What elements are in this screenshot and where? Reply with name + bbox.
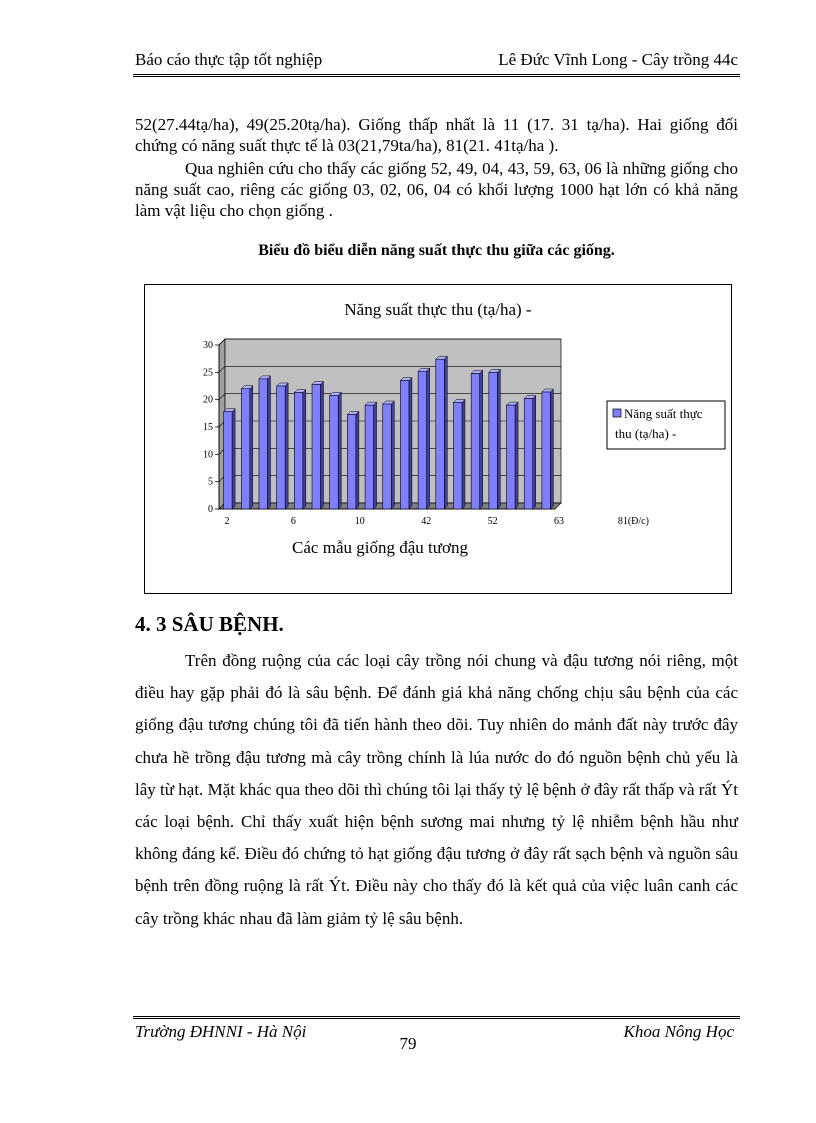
bar bbox=[400, 381, 408, 509]
bar bbox=[330, 395, 338, 509]
chart-frame bbox=[144, 284, 732, 594]
bar-side bbox=[497, 369, 500, 509]
plot-area bbox=[203, 339, 649, 527]
x-tick-label: 42 bbox=[421, 516, 432, 527]
chart-title: Năng suất thực thu (tạ/ha) - bbox=[344, 300, 532, 319]
bar-side bbox=[374, 402, 377, 509]
bar-side bbox=[427, 368, 430, 509]
y-tick-label: 25 bbox=[203, 367, 213, 379]
bar bbox=[453, 402, 461, 509]
bar-side bbox=[285, 383, 288, 509]
footer-rule bbox=[133, 1016, 740, 1019]
bar-side bbox=[232, 409, 235, 509]
bar bbox=[383, 404, 391, 509]
x-axis-label: Các mẫu giống đậu tương bbox=[292, 538, 468, 557]
bar-side bbox=[250, 386, 253, 509]
bar-side bbox=[550, 389, 553, 509]
bar-side bbox=[338, 392, 341, 509]
bar bbox=[436, 359, 444, 509]
bar bbox=[471, 373, 479, 509]
section-body: Trên đồng ruộng của các loại cây trồng nói chung và đậu tương nói riêng, một điều hay gặp phải đó là sâu bệnh. Để đánh giá khả năng chống chịu sâu bệnh của các giống đậu tương chúng tôi đã tiến hành theo dõi. Tuy nhiên do mảnh đất này trước đây chưa hề trồng đậu tương mà cây trồng chính là lúa nước do đó nguồn bệnh chủ yếu là lây từ hạt. Mặt khác qua theo dõi thì chúng tôi lại thấy tỷ lệ bệnh ở đây rất thấp và rất Ýt các loại bệnh. Chỉ thấy xuất hiện bệnh sương mai nhưng tỷ lệ nhiễm bệnh hầu như không đáng kể. Điều đó chứng tỏ hạt giống đậu tương ở đây rất sạch bệnh và nguồn sâu bệnh trên đồng ruộng là rất Ýt. Điều này cho thấy đó là kết quả của việc luân canh các cây trồng khác nhau đã làm giảm tỷ lệ sâu bệnh. bbox=[135, 651, 738, 928]
page-number: 79 bbox=[399, 1034, 417, 1053]
y-tick-label: 20 bbox=[203, 394, 213, 406]
x-tick-label: 63 bbox=[554, 516, 564, 527]
x-tick-label: 2 bbox=[224, 516, 230, 527]
bar-chart bbox=[145, 285, 731, 593]
x-tick-label: 6 bbox=[290, 516, 296, 527]
bar-side bbox=[321, 381, 324, 509]
bar bbox=[312, 384, 320, 509]
header-right: Lê Đức Vĩnh Long - Cây trồng 44c bbox=[498, 50, 738, 69]
bar bbox=[489, 372, 497, 509]
bar-side bbox=[303, 390, 306, 509]
legend bbox=[607, 401, 725, 449]
header-left: Báo cáo thực tập tốt nghiệp bbox=[135, 50, 323, 69]
legend-swatch bbox=[613, 409, 621, 417]
y-tick-label: 0 bbox=[208, 504, 213, 515]
bar bbox=[259, 379, 267, 509]
y-tick-label: 10 bbox=[203, 449, 213, 461]
bar bbox=[294, 393, 302, 509]
footer-right: Khoa Nông Học bbox=[623, 1022, 734, 1041]
intro-paragraph-1: 52(27.44tạ/ha), 49(25.20tạ/ha). Giống thấp nhất là 11 (17. 31 tạ/ha). Hai giống đối chứng có năng suất thực tế là 03(21,79ta/ha), 81(21. 41tạ/ha ). bbox=[135, 115, 738, 155]
x-tick-label: 52 bbox=[487, 516, 498, 527]
bar bbox=[224, 412, 232, 509]
bar-side bbox=[444, 356, 447, 509]
y-tick-label: 30 bbox=[203, 340, 213, 351]
legend-label-line-1: Năng suất thực bbox=[624, 406, 703, 421]
y-tick-label: 15 bbox=[203, 422, 213, 433]
bar-side bbox=[515, 402, 518, 509]
bar bbox=[542, 392, 550, 509]
bar bbox=[277, 386, 285, 509]
bar bbox=[418, 371, 426, 509]
bar bbox=[241, 389, 249, 509]
header-rule bbox=[133, 74, 740, 77]
bar-side bbox=[356, 411, 359, 509]
bar bbox=[507, 405, 515, 509]
bar-side bbox=[480, 370, 483, 509]
intro-paragraph-2: Qua nghiên cứu cho thấy các giống 52, 49, 04, 43, 59, 63, 06 là những giống cho năng suất cao, riêng các giống 03, 02, 06, 04 có khối lượng 1000 hạt lớn có khả năng làm vật liệu cho chọn giống . bbox=[135, 159, 738, 220]
x-tick-label: 10 bbox=[354, 516, 365, 527]
bar bbox=[524, 399, 532, 509]
figure-caption: Biểu đồ biểu diễn năng suất thực thu giữa các giống. bbox=[258, 242, 615, 259]
y-tick-label: 5 bbox=[208, 476, 213, 488]
bar bbox=[347, 414, 355, 509]
x-tick-label: 81(Đ/c) bbox=[617, 516, 649, 527]
footer-left: Trường ĐHNNI - Hà Nội bbox=[135, 1022, 307, 1041]
bar-side bbox=[533, 396, 536, 509]
bar-side bbox=[409, 378, 412, 509]
bar-side bbox=[267, 376, 270, 509]
bar-side bbox=[462, 399, 465, 509]
bar-side bbox=[391, 401, 394, 509]
legend-label-line-2: thu (tạ/ha) - bbox=[615, 426, 677, 441]
bar bbox=[365, 405, 373, 509]
section-title: 4. 3 SÂU BỆNH. bbox=[135, 612, 284, 636]
